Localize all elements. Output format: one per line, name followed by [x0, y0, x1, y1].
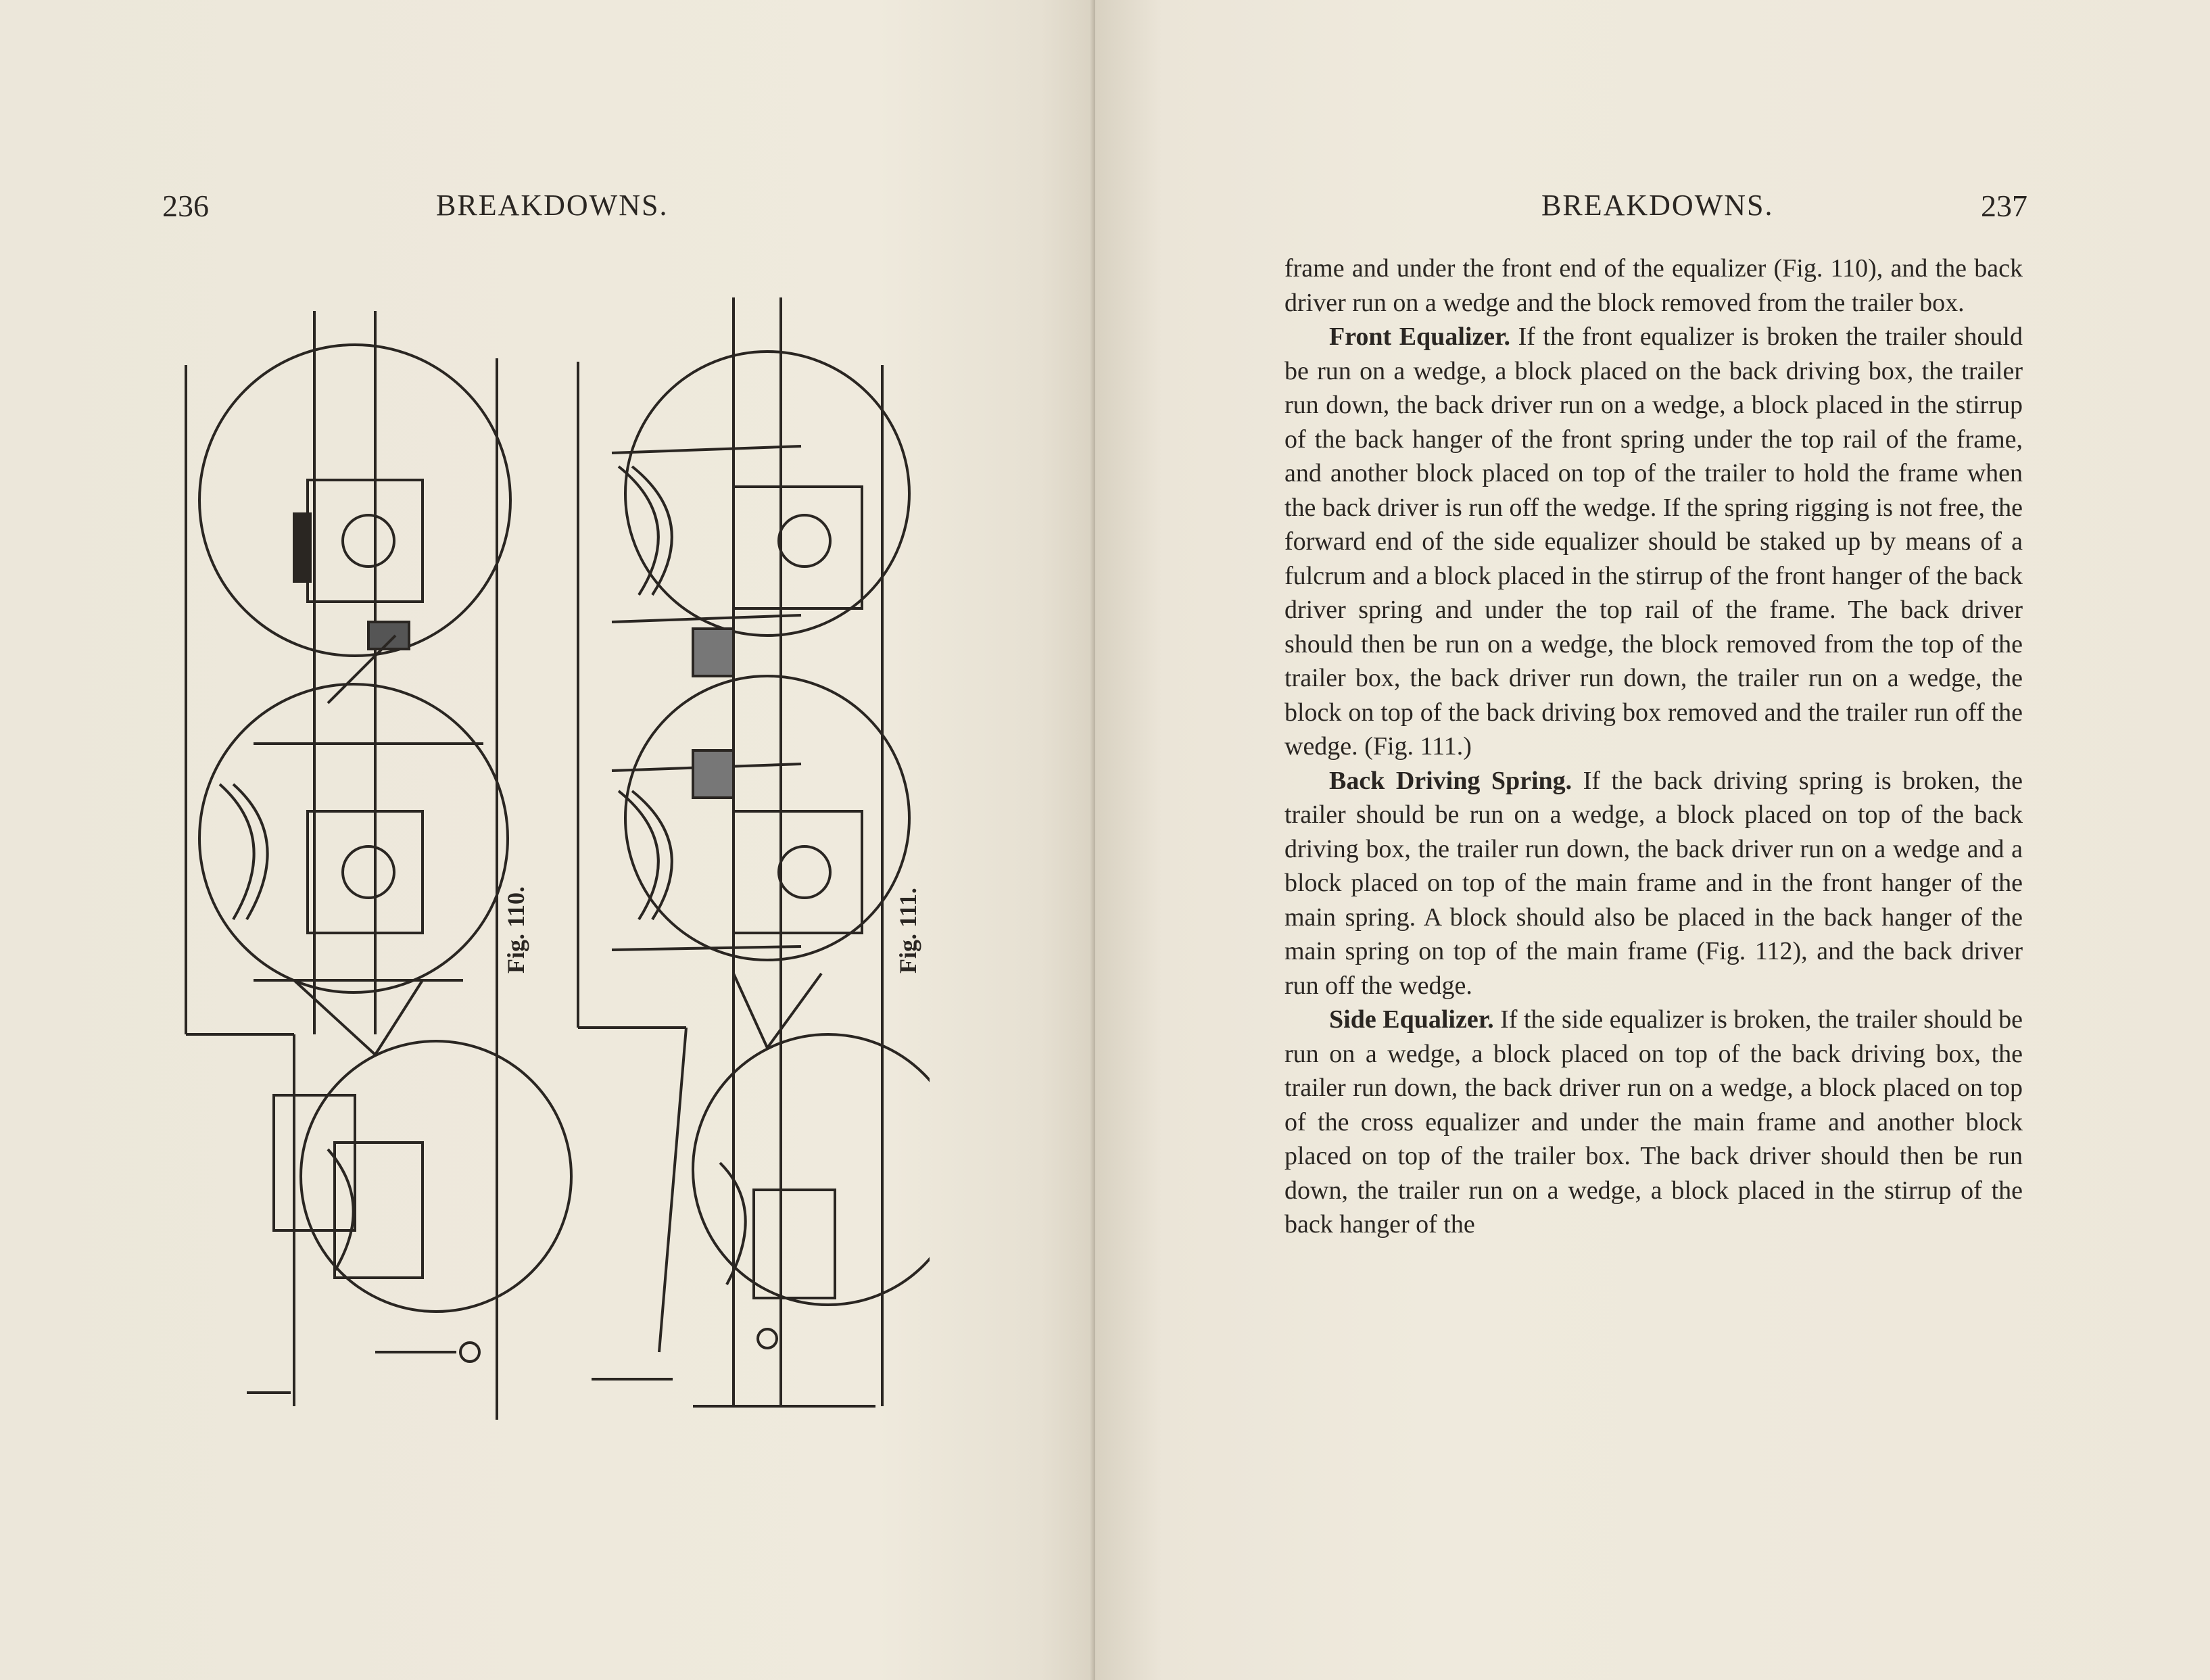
fig-111-diagram	[578, 297, 930, 1406]
text-side-equalizer: If the side equalizer is broken, the trailer should be run on a wedge, a block placed on top of the back driving box, the trailer run down, the back driver run on a wedge, a block placed on top of the cross equalizer and under the main frame and another block placed on top of the trailer box. The back driver should then be run down, the trailer run on a wedge, a block placed in the stirrup of the back hanger of the	[1284, 1005, 2023, 1239]
paragraph-front-equalizer	[1284, 320, 2023, 764]
right-page-number: 237	[1981, 189, 2027, 223]
text-back-driving-spring: If the back driving spring is broken, the trailer should be run on a wedge, a block placed on top of the back driving box, the trailer run down, the back driver run on a wedge and a block placed on top of the main frame and in the front hanger of the main spring. A block should also be placed in the back hanger of the main spring on top of the main frame (Fig. 112), and the back driver run off the wedge.	[1284, 766, 2023, 1000]
text-front-equalizer: If the front equalizer is broken the trailer should be run on a wedge, a block placed on the back driving box, the trailer run down, the back driver run on a wedge, a block placed in the stirrup of the back hanger of the front spring under the top rail of the frame, and another block placed on top of the trailer to hold the frame when the back driver is run off the wedge. If the spring rigging is not free, the forward end of the side equalizer should be staked up by means of a fulcrum and a block placed in the stirrup of the front hanger of the back driver spring and under the top rail of the frame. The back driver should then be run on a wedge, the block removed from the top of the trailer box, the back driver run down, the trailer run on a wedge, the block on top of the back driving box removed and the trailer run off the wedge. (Fig. 111.)	[1284, 322, 2023, 761]
body-text	[1284, 251, 2023, 1242]
heading-front-equalizer: Front Equalizer.	[1329, 322, 1511, 351]
left-page-number: 236	[162, 189, 209, 223]
fig-110-diagram	[186, 311, 571, 1420]
paragraph-side-equalizer	[1284, 1003, 2023, 1242]
paragraph-back-driving-spring	[1284, 764, 2023, 1003]
left-page	[0, 0, 1095, 1680]
fig-110-caption: Fig. 110.	[502, 886, 529, 974]
heading-back-driving-spring: Back Driving Spring.	[1329, 766, 1572, 795]
figure-illustrations	[172, 297, 930, 1433]
left-running-head: BREAKDOWNS.	[436, 189, 669, 222]
right-running-head: BREAKDOWNS.	[1541, 189, 1774, 222]
opening-paragraph: frame and under the front end of the equalizer (Fig. 110), and the back driver run on a wedge and the block removed from the trailer box.	[1284, 254, 2023, 317]
fig-111-caption: Fig. 111.	[894, 887, 921, 974]
heading-side-equalizer: Side Equalizer.	[1329, 1005, 1494, 1034]
locomotive-diagrams	[172, 297, 930, 1433]
